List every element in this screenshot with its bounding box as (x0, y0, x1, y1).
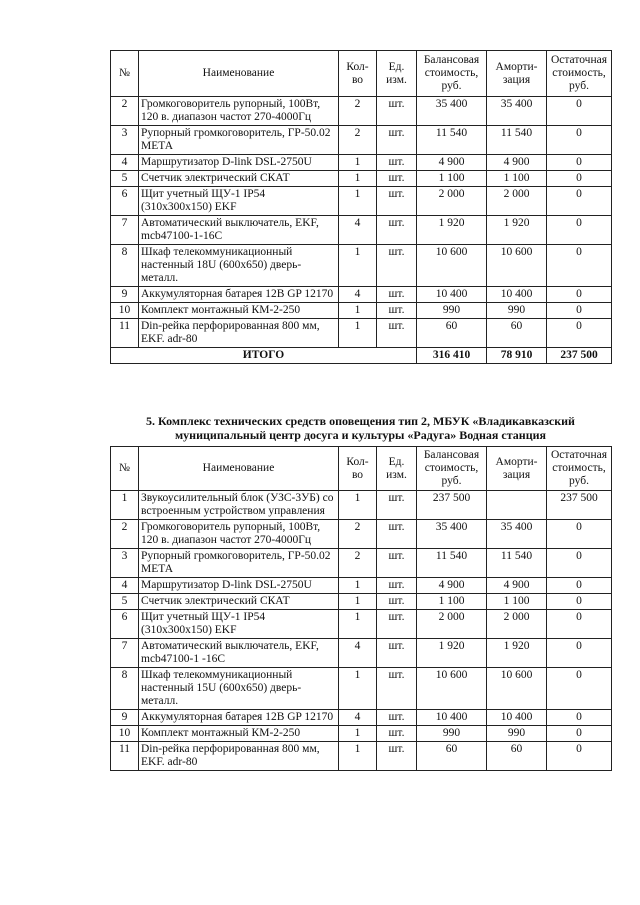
header-amort: Аморти-зация (487, 51, 547, 97)
row-balance: 4 900 (417, 578, 487, 594)
table-row (111, 549, 612, 578)
row-amort: 990 (487, 303, 547, 319)
row-number: 9 (111, 710, 139, 726)
row-number: 2 (111, 97, 139, 126)
row-residual: 0 (547, 668, 612, 710)
row-qty: 1 (339, 319, 377, 348)
row-residual: 0 (547, 549, 612, 578)
row-qty: 1 (339, 726, 377, 742)
row-amort: 60 (487, 742, 547, 771)
table-row (111, 303, 612, 319)
row-residual: 237 500 (547, 491, 612, 520)
row-residual: 0 (547, 594, 612, 610)
row-name: Комплект монтажный КМ-2-250 (139, 726, 339, 742)
row-number: 6 (111, 187, 139, 216)
header-residual: Остаточная стоимость, руб. (547, 447, 612, 491)
table-row (111, 126, 612, 155)
row-name: Громкоговоритель рупорный, 100Вт, 120 в. диапазон частот 270-4000Гц (139, 97, 339, 126)
row-name: Автоматический выключатель, EKF, mcb47100-1 -16C (139, 639, 339, 668)
table-row (111, 594, 612, 610)
row-qty: 4 (339, 216, 377, 245)
row-name: Маршрутизатор D-link DSL-2750U (139, 155, 339, 171)
header-unit: Ед. изм. (377, 51, 417, 97)
row-qty: 4 (339, 710, 377, 726)
row-qty: 2 (339, 97, 377, 126)
row-balance: 11 540 (417, 126, 487, 155)
row-residual: 0 (547, 97, 612, 126)
row-balance: 1 100 (417, 171, 487, 187)
row-name: Аккумуляторная батарея 12В GP 12170 (139, 710, 339, 726)
table-row (111, 319, 612, 348)
total-label: ИТОГО (111, 348, 417, 364)
table-row (111, 726, 612, 742)
row-amort: 2 000 (487, 187, 547, 216)
row-residual: 0 (547, 303, 612, 319)
header-num: № (111, 51, 139, 97)
table-row (111, 742, 612, 771)
row-number: 1 (111, 491, 139, 520)
row-amort: 1 920 (487, 639, 547, 668)
row-unit: шт. (377, 520, 417, 549)
row-unit: шт. (377, 668, 417, 710)
row-number: 3 (111, 549, 139, 578)
row-number: 10 (111, 303, 139, 319)
row-amort: 10 400 (487, 287, 547, 303)
row-balance: 990 (417, 303, 487, 319)
row-number: 7 (111, 639, 139, 668)
table-header-row (111, 447, 612, 491)
row-unit: шт. (377, 171, 417, 187)
table-row (111, 97, 612, 126)
row-residual: 0 (547, 287, 612, 303)
row-balance: 60 (417, 319, 487, 348)
row-residual: 0 (547, 710, 612, 726)
row-residual: 0 (547, 216, 612, 245)
row-balance: 35 400 (417, 97, 487, 126)
row-unit: шт. (377, 742, 417, 771)
row-name: Din-рейка перфорированная 800 мм, EKF. adr-80 (139, 742, 339, 771)
row-amort: 10 600 (487, 668, 547, 710)
row-qty: 2 (339, 520, 377, 549)
section-title: 5. Комплекс технических средств оповещения тип 2, МБУК «Владикавказский муниципальный центр досуга и культуры «Радуга» Водная станция (146, 414, 575, 442)
row-balance: 1 920 (417, 216, 487, 245)
row-qty: 1 (339, 245, 377, 287)
row-amort (487, 491, 547, 520)
row-unit: шт. (377, 491, 417, 520)
row-number: 5 (111, 594, 139, 610)
row-balance: 4 900 (417, 155, 487, 171)
row-qty: 1 (339, 155, 377, 171)
row-unit: шт. (377, 187, 417, 216)
table-row (111, 668, 612, 710)
row-residual: 0 (547, 578, 612, 594)
row-unit: шт. (377, 303, 417, 319)
row-number: 2 (111, 520, 139, 549)
row-amort: 35 400 (487, 520, 547, 549)
row-qty: 1 (339, 578, 377, 594)
header-name: Наименование (139, 447, 339, 491)
table-row (111, 245, 612, 287)
row-qty: 1 (339, 610, 377, 639)
header-amort: Аморти-зация (487, 447, 547, 491)
row-residual: 0 (547, 126, 612, 155)
row-qty: 1 (339, 742, 377, 771)
row-unit: шт. (377, 578, 417, 594)
table-body (111, 97, 612, 348)
header-unit: Ед. изм. (377, 447, 417, 491)
header-name: Наименование (139, 51, 339, 97)
equipment-table-1 (110, 50, 612, 364)
row-unit: шт. (377, 710, 417, 726)
row-balance: 10 400 (417, 287, 487, 303)
total-residual: 237 500 (547, 348, 612, 364)
header-residual: Остаточная стоимость, руб. (547, 51, 612, 97)
row-amort: 1 920 (487, 216, 547, 245)
row-name: Громкоговоритель рупорный, 100Вт, 120 в. диапазон частот 270-4000Гц (139, 520, 339, 549)
row-qty: 4 (339, 639, 377, 668)
row-amort: 990 (487, 726, 547, 742)
header-qty: Кол-во (339, 447, 377, 491)
table-row (111, 520, 612, 549)
row-number: 4 (111, 578, 139, 594)
row-name: Рупорный громкоговоритель, ГР-50.02 МЕТА (139, 549, 339, 578)
row-unit: шт. (377, 155, 417, 171)
row-unit: шт. (377, 610, 417, 639)
row-qty: 2 (339, 126, 377, 155)
row-name: Счетчик электрический СКАТ (139, 171, 339, 187)
row-amort: 4 900 (487, 578, 547, 594)
row-qty: 2 (339, 549, 377, 578)
row-name: Шкаф телекоммуникационный настенный 18U (600x650) дверь-металл. (139, 245, 339, 287)
table-row (111, 578, 612, 594)
row-residual: 0 (547, 520, 612, 549)
row-number: 9 (111, 287, 139, 303)
row-name: Щит учетный ЩУ-1 IP54 (310x300x150) EKF (139, 610, 339, 639)
row-qty: 1 (339, 668, 377, 710)
row-residual: 0 (547, 742, 612, 771)
row-number: 11 (111, 319, 139, 348)
row-number: 3 (111, 126, 139, 155)
row-number: 10 (111, 726, 139, 742)
row-qty: 1 (339, 187, 377, 216)
row-residual: 0 (547, 610, 612, 639)
row-unit: шт. (377, 594, 417, 610)
row-balance: 1 920 (417, 639, 487, 668)
row-qty: 1 (339, 491, 377, 520)
row-number: 11 (111, 742, 139, 771)
row-residual: 0 (547, 639, 612, 668)
row-qty: 1 (339, 594, 377, 610)
row-name: Рупорный громкоговоритель, ГР-50.02 МЕТА (139, 126, 339, 155)
row-amort: 2 000 (487, 610, 547, 639)
row-residual: 0 (547, 245, 612, 287)
header-balance: Балансовая стоимость, руб. (417, 447, 487, 491)
table-row (111, 491, 612, 520)
row-balance: 10 600 (417, 668, 487, 710)
row-balance: 10 600 (417, 245, 487, 287)
row-balance: 10 400 (417, 710, 487, 726)
row-balance: 35 400 (417, 520, 487, 549)
row-amort: 60 (487, 319, 547, 348)
row-amort: 1 100 (487, 594, 547, 610)
header-qty: Кол-во (339, 51, 377, 97)
row-residual: 0 (547, 726, 612, 742)
row-unit: шт. (377, 216, 417, 245)
table-row (111, 187, 612, 216)
row-number: 6 (111, 610, 139, 639)
row-unit: шт. (377, 97, 417, 126)
row-unit: шт. (377, 319, 417, 348)
table-row (111, 155, 612, 171)
row-residual: 0 (547, 171, 612, 187)
row-name: Автоматический выключатель, EKF, mcb47100-1-16C (139, 216, 339, 245)
row-amort: 10 400 (487, 710, 547, 726)
table-body (111, 491, 612, 771)
row-number: 7 (111, 216, 139, 245)
row-number: 4 (111, 155, 139, 171)
table-header-row (111, 51, 612, 97)
header-num: № (111, 447, 139, 491)
row-unit: шт. (377, 245, 417, 287)
row-balance: 2 000 (417, 187, 487, 216)
row-unit: шт. (377, 639, 417, 668)
row-balance: 990 (417, 726, 487, 742)
row-amort: 35 400 (487, 97, 547, 126)
row-qty: 1 (339, 171, 377, 187)
row-name: Счетчик электрический СКАТ (139, 594, 339, 610)
row-unit: шт. (377, 287, 417, 303)
total-row (111, 348, 612, 364)
row-residual: 0 (547, 319, 612, 348)
row-amort: 11 540 (487, 126, 547, 155)
row-name: Аккумуляторная батарея 12В GP 12170 (139, 287, 339, 303)
table-row (111, 610, 612, 639)
equipment-table-2 (110, 446, 612, 771)
row-name: Шкаф телекоммуникационный настенный 15U (600x650) дверь-металл. (139, 668, 339, 710)
table-row (111, 216, 612, 245)
row-balance: 1 100 (417, 594, 487, 610)
row-number: 5 (111, 171, 139, 187)
row-number: 8 (111, 668, 139, 710)
row-name: Маршрутизатор D-link DSL-2750U (139, 578, 339, 594)
row-qty: 1 (339, 303, 377, 319)
row-amort: 4 900 (487, 155, 547, 171)
row-residual: 0 (547, 187, 612, 216)
row-unit: шт. (377, 126, 417, 155)
row-amort: 10 600 (487, 245, 547, 287)
row-qty: 4 (339, 287, 377, 303)
total-balance: 316 410 (417, 348, 487, 364)
row-amort: 11 540 (487, 549, 547, 578)
row-name: Звукоусилительный блок (УЗС-3УБ) со встроенным устройством управления (139, 491, 339, 520)
row-balance: 60 (417, 742, 487, 771)
table-row (111, 639, 612, 668)
row-balance: 2 000 (417, 610, 487, 639)
row-residual: 0 (547, 155, 612, 171)
row-name: Щит учетный ЩУ-1 IP54 (310x300x150) EKF (139, 187, 339, 216)
table-row (111, 171, 612, 187)
table-row (111, 287, 612, 303)
total-amort: 78 910 (487, 348, 547, 364)
row-amort: 1 100 (487, 171, 547, 187)
row-unit: шт. (377, 549, 417, 578)
row-name: Din-рейка перфорированная 800 мм, EKF. adr-80 (139, 319, 339, 348)
header-balance: Балансовая стоимость, руб. (417, 51, 487, 97)
table-row (111, 710, 612, 726)
row-number: 8 (111, 245, 139, 287)
row-name: Комплект монтажный КМ-2-250 (139, 303, 339, 319)
row-unit: шт. (377, 726, 417, 742)
row-balance: 237 500 (417, 491, 487, 520)
row-balance: 11 540 (417, 549, 487, 578)
